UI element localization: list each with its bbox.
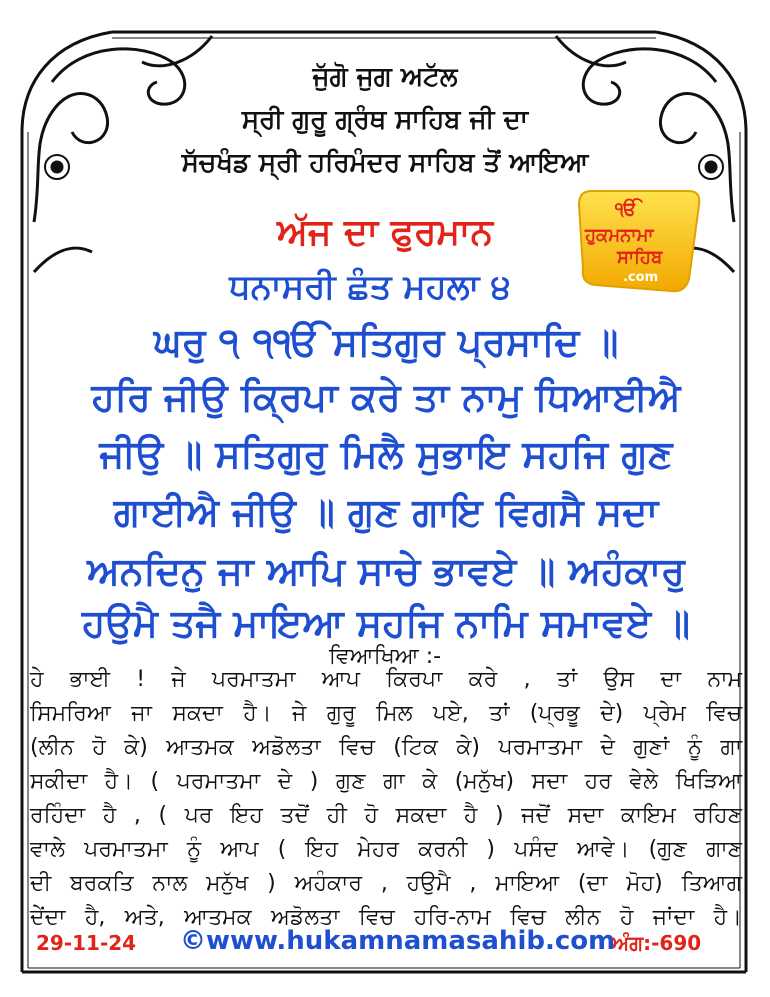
gurbani-line-1: ਧਨਾਸਰੀ ਛੰਤ ਮਹਲਾ ੪	[229, 267, 511, 307]
page-title: ਅੱਜ ਦਾ ਫੁਰਮਾਨ	[277, 212, 493, 253]
logo-symbol: ੴ	[615, 199, 637, 220]
logo-line-2: ਸਾਹਿਬ	[617, 247, 663, 268]
explanation-line-4: ਸਕੀਦਾ ਹੈ। ( ਪਰਮਾਤਮਾ ਦੇ ) ਗੁਣ ਗਾ ਕੇ (ਮਨੁੱਖ) ਸਦਾ ਹਰ ਵੇਲੇ ਖਿੜਿਆ	[30, 769, 742, 794]
gurbani-line-2: ਘਰੁ ੧ ੧ੴ ਸਤਿਗੁਰ ਪ੍ਰਸਾਦਿ ॥	[153, 320, 619, 364]
gurbani-line-5: ਗਾਈਐ ਜੀਉ ॥ ਗੁਣ ਗਾਇ ਵਿਗਸੈ ਸਦਾ	[113, 490, 659, 534]
gurbani-line-7: ਹਉਮੈ ਤਜੈ ਮਾਇਆ ਸਹਜਿ ਨਾਮਿ ਸਮਾਵਏ ॥	[82, 601, 690, 645]
explanation-line-5: ਰਹਿੰਦਾ ਹੈ , ( ਪਰ ਇਹ ਤਦੋਂ ਹੀ ਹੋ ਸਕਦਾ ਹੈ ) ਜਦੋਂ ਸਦਾ ਕਾਇਮ ਰਹਿਣ	[30, 803, 742, 828]
footer-website-link[interactable]: ©www.hukamnamasahib.com	[180, 926, 616, 956]
header-line-1: ਜੁੱਗੋ ਜੁਗ ਅਟੱਲ	[312, 62, 458, 92]
explanation-line-7: ਦੀ ਬਰਕਤਿ ਨਾਲ ਮਨੁੱਖ ) ਅਹੰਕਾਰ , ਹਉਮੈ , ਮਾਇਆ (ਦਾ ਮੋਹ) ਤਿਆਗ	[30, 871, 742, 896]
gurbani-line-3: ਹਰਿ ਜੀਉ ਕ੍ਰਿਪਾ ਕਰੇ ਤਾ ਨਾਮੁ ਧਿਆਈਐ	[91, 375, 681, 419]
header-line-2: ਸ੍ਰੀ ਗੁਰੂ ਗ੍ਰੰਥ ਸਾਹਿਬ ਜੀ ਦਾ	[241, 105, 529, 135]
explanation-line-1: ਹੇ ਭਾਈ ! ਜੇ ਪਰਮਾਤਮਾ ਆਪ ਕਿਰਪਾ ਕਰੇ , ਤਾਂ ਉਸ ਦਾ ਨਾਮ	[30, 667, 742, 692]
explanation-line-8: ਦੇਂਦਾ ਹੈ, ਅਤੇ, ਆਤਮਕ ਅਡੋਲਤਾ ਵਿਚ ਹਰਿ-ਨਾਮ ਵਿਚ ਲੀਨ ਹੋ ਜਾਂਦਾ ਹੈ।	[30, 905, 742, 930]
footer-ang-number: ਅੰਗ:-690	[612, 931, 702, 955]
explanation-line-2: ਸਿਮਰਿਆ ਜਾ ਸਕਦਾ ਹੈ। ਜੇ ਗੁਰੂ ਮਿਲ ਪਏ, ਤਾਂ (ਪ੍ਰਭੂ ਦੇ) ਪ੍ਰੇਮ ਵਿਚ	[30, 701, 742, 726]
explanation-line-3: (ਲੀਨ ਹੋ ਕੇ) ਆਤਮਕ ਅਡੋਲਤਾ ਵਿਚ (ਟਿਕ ਕੇ) ਪਰਮਾਤਮਾ ਦੇ ਗੁਣਾਂ ਨੂੰ ਗਾ	[30, 735, 742, 760]
footer-date: 29-11-24	[36, 931, 137, 955]
explanation-line-6: ਵਾਲੇ ਪਰਮਾਤਮਾ ਨੂੰ ਆਪ ( ਇਹ ਮੇਹਰ ਕਰਨੀ ) ਪਸੰਦ ਆਵੇ। (ਗੁਣ ਗਾਣ	[30, 837, 742, 862]
header-line-3: ਸੱਚਖੰਡ ਸ੍ਰੀ ਹਰਿਮੰਦਰ ਸਾਹਿਬ ਤੋਂ ਆਇਆ	[181, 148, 589, 178]
gurbani-line-6: ਅਨਦਿਨੁ ਜਾ ਆਪਿ ਸਾਚੇ ਭਾਵਏ ॥ ਅਹੰਕਾਰੁ	[87, 549, 685, 593]
hukamnama-sahib-logo	[571, 181, 709, 299]
logo-line-3: .com	[623, 270, 659, 285]
gurbani-line-4: ਜੀਉ ॥ ਸਤਿਗੁਰੁ ਮਿਲੈ ਸੁਭਾਇ ਸਹਜਿ ਗੁਣ	[99, 432, 673, 476]
explanation-heading: ਵਿਆਖਿਆ :-	[328, 644, 442, 669]
logo-line-1: ਹੁਕਮਨਾਮਾ	[585, 225, 654, 246]
